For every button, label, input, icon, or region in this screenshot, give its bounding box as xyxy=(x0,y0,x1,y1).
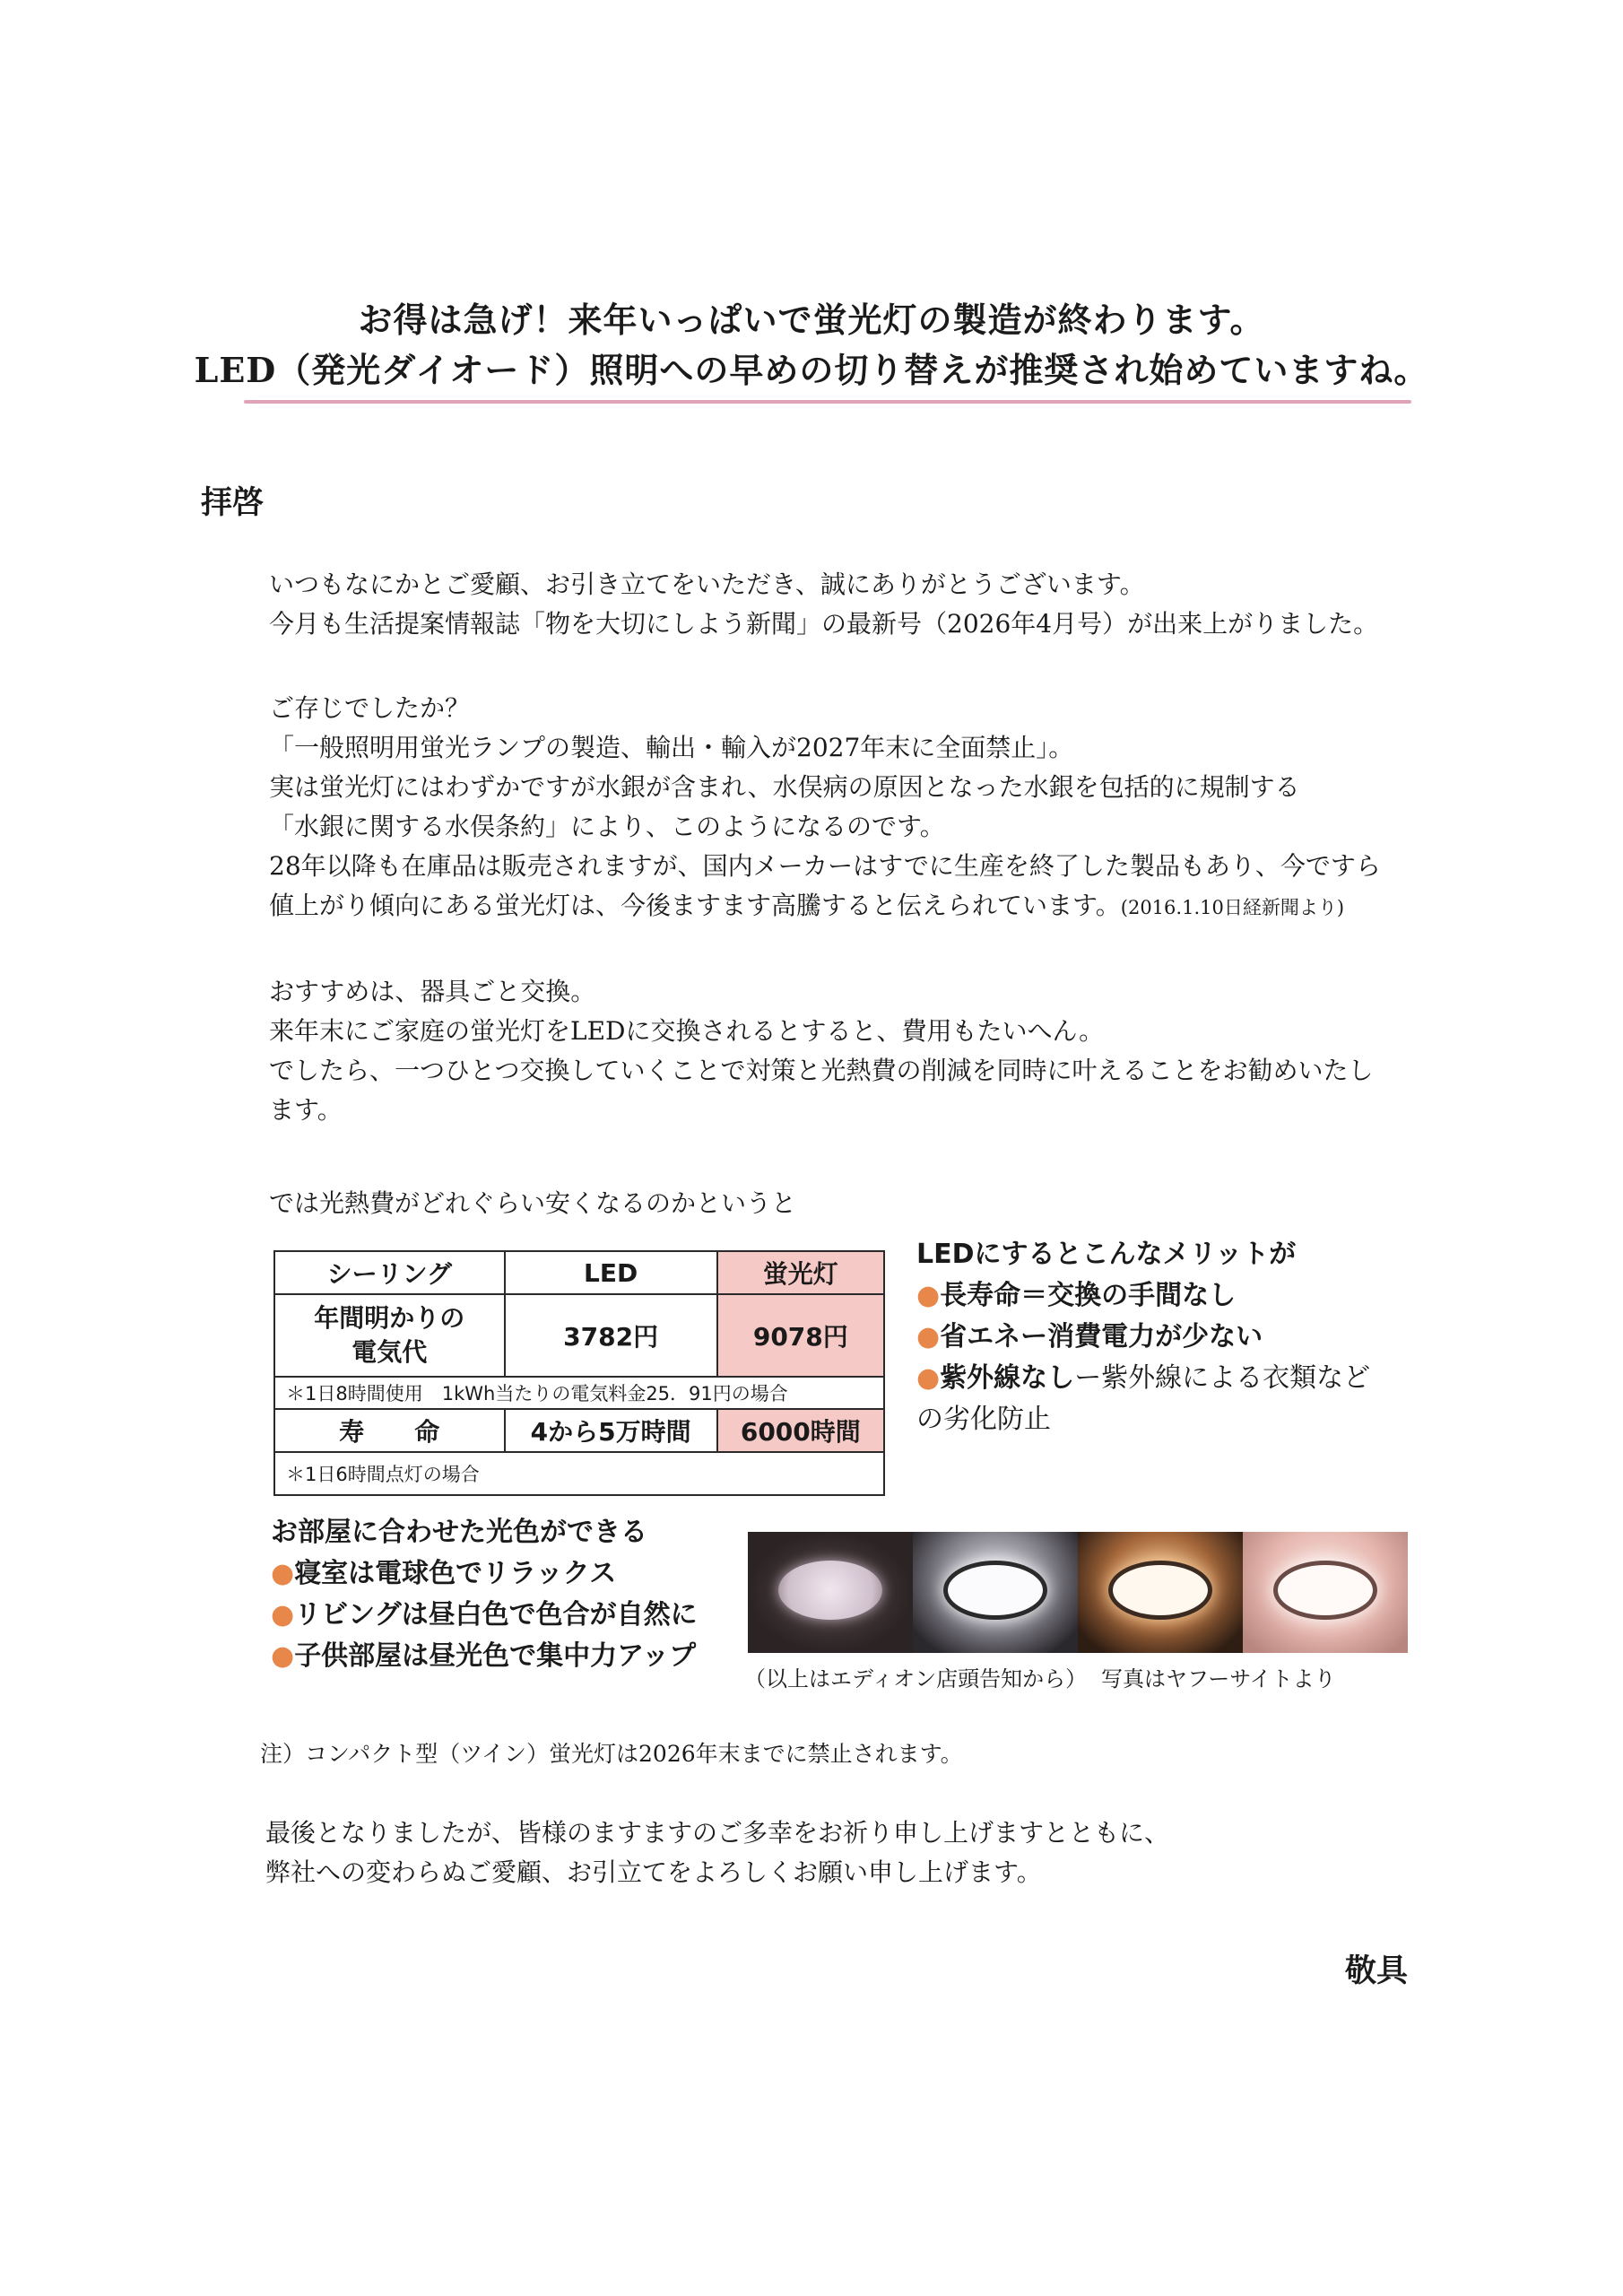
ceiling-light-warm-sparkle-image xyxy=(748,1532,913,1653)
body-line: ご存じでしたか？ xyxy=(269,693,471,723)
ceiling-light-daylight-image xyxy=(1243,1532,1408,1653)
merit-item: ●長寿命＝交換の手間なし xyxy=(916,1280,1237,1311)
table-cell: 4から5万時間 xyxy=(505,1409,717,1452)
bullet-icon: ● xyxy=(271,1558,295,1589)
headline-line-2: LED（発光ダイオード）照明への早めの切り替えが推奨され始めていますね。 xyxy=(194,350,1429,390)
merits-heading: LEDにするとこんなメリットが xyxy=(916,1239,1297,1270)
body-line-with-citation xyxy=(269,888,1344,926)
table-row-label: 寿 命 xyxy=(274,1409,505,1452)
table-header: 蛍光灯 xyxy=(717,1251,884,1294)
bullet-icon: ● xyxy=(271,1599,295,1631)
headline-line-1: お得は急げ！来年いっぱいで蛍光灯の製造が終わります。 xyxy=(358,300,1265,340)
headline-underline xyxy=(244,400,1411,404)
merit-item: ●省エネー消費電力が少ない xyxy=(916,1321,1263,1352)
body-line: でしたら、一つひとつ交換していくことで対策と光熱費の削減を同時に叶えることをお勧めいたし xyxy=(269,1056,1374,1085)
ceiling-light-bulb-color-image xyxy=(1078,1532,1243,1653)
merit-item: ●紫外線なしー紫外線による衣類など xyxy=(916,1362,1371,1394)
body-line: ます。 xyxy=(269,1095,343,1125)
table-cell: 9078円 xyxy=(717,1294,884,1377)
light-color-item: ●子供部屋は昼光色で集中力アップ xyxy=(271,1640,697,1672)
photo-caption-source-site: 写真はヤフーサイトより xyxy=(1101,1666,1336,1692)
light-colors-heading: お部屋に合わせた光色ができる xyxy=(271,1517,647,1548)
merit-continuation: の劣化防止 xyxy=(916,1404,1051,1435)
bullet-icon: ● xyxy=(916,1362,941,1394)
body-line: 「一般照明用蛍光ランプの製造、輸出・輸入が2027年末に全面禁止」。 xyxy=(269,733,1074,762)
compact-lamp-note: 注）コンパクト型（ツイン）蛍光灯は2026年末までに禁止されます。 xyxy=(260,1741,963,1767)
greeting: 拝啓 xyxy=(201,484,265,521)
light-color-item: ●リビングは昼白色で色合が自然に xyxy=(271,1599,698,1631)
bullet-icon: ● xyxy=(271,1640,295,1672)
table-cell: 6000時間 xyxy=(717,1409,884,1452)
body-line: いつもなにかとご愛顧、お引き立てをいただき、誠にありがとうございます。 xyxy=(269,570,1145,599)
citation: (2016.1.10日経新聞より) xyxy=(1120,897,1345,918)
cost-comparison-table xyxy=(273,1250,885,1496)
body-line: 来年末にご家庭の蛍光灯をLEDに交換されるとすると、費用もたいへん。 xyxy=(269,1016,1105,1046)
table-row-label: 年間明かりの電気代 xyxy=(274,1294,505,1377)
table-cell: 3782円 xyxy=(505,1294,717,1377)
closing-line: 弊社への変わらぬご愛顧、お引立てをよろしくお願い申し上げます。 xyxy=(265,1857,1042,1887)
light-color-item: ●寝室は電球色でリラックス xyxy=(271,1558,617,1589)
table-intro: では光熱費がどれぐらい安くなるのかというと xyxy=(269,1188,797,1218)
table-note: ＊1日8時間使用 1kWh当たりの電気料金25．91円の場合 xyxy=(274,1377,884,1409)
body-text: 値上がり傾向にある蛍光灯は、今後ますます高騰すると伝えられています。 xyxy=(269,891,1121,920)
table-note: ＊1日6時間点灯の場合 xyxy=(274,1452,884,1495)
body-line: 今月も生活提案情報誌「物を大切にしよう新聞」の最新号（2026年4月号）が出来上がりました。 xyxy=(269,609,1379,639)
photo-caption-source-store: （以上はエディオン店頭告知から） xyxy=(744,1666,1088,1692)
body-line: 実は蛍光灯にはわずかですが水銀が含まれ、水俣病の原因となった水銀を包括的に規制する xyxy=(269,772,1300,802)
body-line: 「水銀に関する水俣条約」により、このようになるのです。 xyxy=(269,812,945,841)
body-line: おすすめは、器具ごと交換。 xyxy=(269,977,596,1006)
closing-line: 最後となりましたが、皆様のますますのご多幸をお祈り申し上げますとともに、 xyxy=(265,1818,1170,1848)
bullet-icon: ● xyxy=(916,1280,941,1311)
table-header: シーリング xyxy=(274,1251,505,1294)
body-line: 28年以降も在庫品は販売されますが、国内メーカーはすでに生産を終了した製品もあり、今ですら xyxy=(269,851,1381,881)
ceiling-light-neutral-white-image xyxy=(913,1532,1078,1653)
table-header: LED xyxy=(505,1251,717,1294)
sign-off: 敬具 xyxy=(1344,1952,1408,1989)
ceiling-light-photos xyxy=(748,1532,1408,1653)
bullet-icon: ● xyxy=(916,1321,941,1352)
